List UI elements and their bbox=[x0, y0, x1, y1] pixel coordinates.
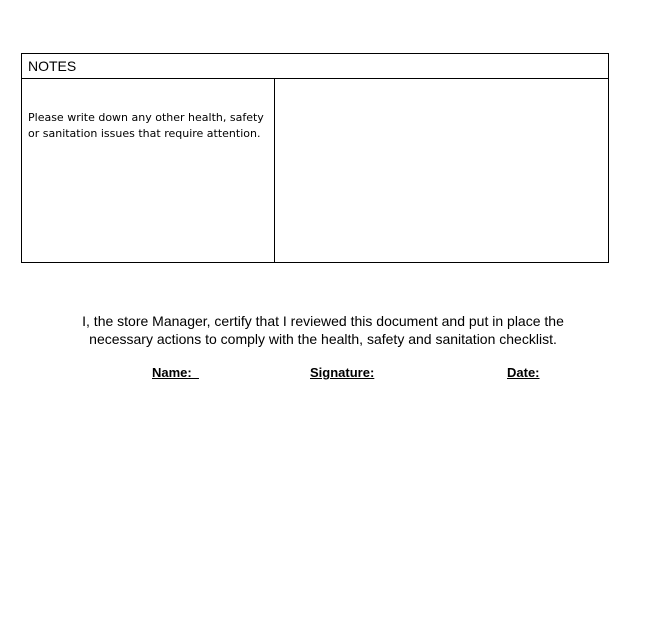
name-label: Name: bbox=[152, 365, 199, 380]
notes-table bbox=[21, 53, 609, 263]
date-label: Date: bbox=[507, 365, 540, 380]
certification-statement bbox=[0, 312, 646, 348]
signature-label: Signature: bbox=[310, 365, 375, 380]
notes-title: NOTES bbox=[28, 58, 77, 74]
notes-entry-area[interactable] bbox=[275, 79, 608, 262]
certification-line-1: I, the store Manager, certify that I reviewed this document and put in place the bbox=[82, 313, 564, 329]
certification-line-2: necessary actions to comply with the health, safety and sanitation checklist. bbox=[89, 331, 557, 347]
notes-header bbox=[22, 54, 608, 79]
notes-instructions-cell bbox=[22, 79, 275, 262]
notes-instructions: Please write down any other health, safety or sanitation issues that require attention. bbox=[28, 111, 264, 140]
